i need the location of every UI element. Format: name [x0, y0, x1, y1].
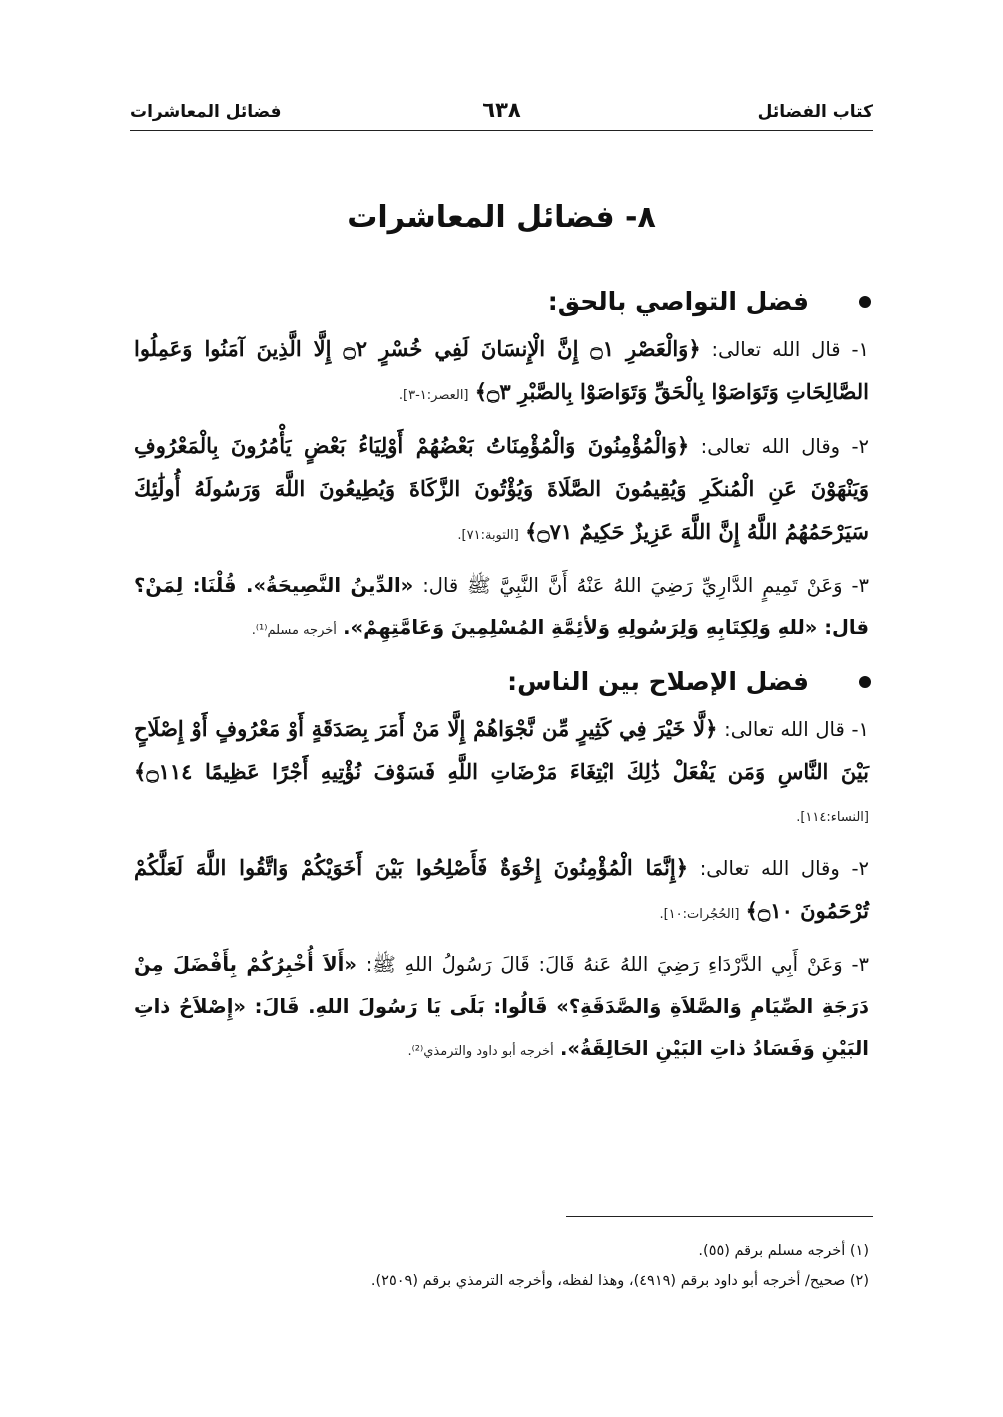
hadith-reference: أخرجه أبو داود والترمذي⁽²⁾. [407, 1044, 554, 1059]
section-reconciliation [134, 662, 869, 1073]
list-item [134, 944, 869, 1073]
verse-reference: [العصر:١-٣]. [398, 388, 469, 403]
item-intro: قال الله تعالى: [724, 718, 845, 741]
verse-reference: [النساء:١١٤]. [796, 810, 869, 825]
footnote-divider [566, 1216, 873, 1217]
item-number: ١- [851, 338, 870, 361]
book-title: كتاب الفضائل [757, 102, 873, 122]
bullet-icon [859, 676, 871, 688]
verse-reference: [التوبة:٧١]. [457, 528, 519, 543]
section-heading-text: فضل الإصلاح بين الناس: [507, 667, 809, 696]
item-number: ١- [851, 718, 870, 741]
section-heading [134, 282, 869, 322]
item-intro: وَعَنْ تَمِيمٍ الدَّارِيِّ رَضِيَ اللهُ عَنْهُ أَنَّ النَّبِيَّ ﷺ قال: [422, 574, 843, 597]
footnote: (١) أخرجه مسلم برقم (٥٥). [698, 1243, 869, 1259]
quran-verse: ﴿وَالْعَصْرِ ۝١ إِنَّ الْإِنسَانَ لَفِي خُسْرٍ ۝٢ إِلَّا الَّذِينَ آمَنُوا وَعَمِلُوا الصَّالِحَاتِ وَتَوَاصَوْا بِالْحَقِّ وَتَوَاصَوْا بِالصَّبْرِ ۝٣﴾ [134, 336, 869, 404]
hadith-text: «أَلاَ أُخْبِرُكُمْ بِأَفْضَلَ مِنْ دَرَجَةِ الصِّيَامِ وَالصَّلاَةِ وَالصَّدَقَةِ؟» قَالُوا: بَلَى يَا رَسُولَ اللهِ. قَالَ: «إِصْلاَحُ ذاتِ البَيْنِ وَفَسَادُ ذاتِ البَيْنِ الحَالِقَةُ». [134, 953, 869, 1060]
verse-reference: [الحُجُرات:١٠]. [659, 907, 740, 922]
item-number: ٣- [851, 574, 870, 597]
list-item [134, 708, 869, 839]
section-heading-text: فضل التواصي بالحق: [547, 287, 809, 316]
list-item [134, 565, 869, 652]
list-item [134, 328, 869, 417]
footnotes [134, 1236, 869, 1296]
item-intro: وقال الله تعالى: [699, 857, 840, 880]
page-number: ٦٣٨ [482, 98, 521, 122]
footnote: (٢) صحيح/ أخرجه أبو داود برقم (٤٩١٩)، وهذا لفظه، وأخرجه الترمذي برقم (٢٥٠٩). [370, 1273, 869, 1289]
chapter-title: ٨- فضائل المعاشرات [347, 200, 656, 235]
item-number: ٢- [851, 435, 869, 458]
quran-verse: ﴿إِنَّمَا الْمُؤْمِنُونَ إِخْوَةٌ فَأَصْلِحُوا بَيْنَ أَخَوَيْكُمْ وَاتَّقُوا اللَّهَ لَعَلَّكُمْ تُرْحَمُونَ ۝١٠﴾ [134, 855, 869, 923]
section-title: فضائل المعاشرات [130, 102, 282, 122]
section-truth-counsel [134, 282, 869, 652]
item-number: ٢- [851, 857, 870, 880]
hadith-text: «الدِّينُ النَّصِيحَةُ». قُلْنَا: لِمَنْ؟ قال: «للهِ وَلِكِتَابِهِ وَلِرَسُولِهِ وَلأئِمَّةِ المُسْلِمِينَ وَعَامَّتِهِمْ». [134, 574, 869, 639]
list-item [134, 847, 869, 936]
header-divider [130, 130, 873, 131]
item-intro: قال الله تعالى: [711, 338, 841, 361]
item-intro: وقال الله تعالى: [700, 435, 841, 458]
quran-verse: ﴿لَّا خَيْرَ فِي كَثِيرٍ مِّن نَّجْوَاهُمْ إِلَّا مَنْ أَمَرَ بِصَدَقَةٍ أَوْ مَعْرُوفٍ أَوْ إِصْلَاحٍ بَيْنَ النَّاسِ وَمَن يَفْعَلْ ذَٰلِكَ ابْتِغَاءَ مَرْضَاتِ اللَّهِ فَسَوْفَ نُؤْتِيهِ أَجْرًا عَظِيمًا ۝١١٤﴾ [134, 716, 869, 784]
bullet-icon [859, 296, 871, 308]
quran-verse: ﴿وَالْمُؤْمِنُونَ وَالْمُؤْمِنَاتُ بَعْضُهُمْ أَوْلِيَاءُ بَعْضٍ يَأْمُرُونَ بِالْمَعْرُوفِ وَيَنْهَوْنَ عَنِ الْمُنكَرِ وَيُقِيمُونَ الصَّلَاةَ وَيُؤْتُونَ الزَّكَاةَ وَيُطِيعُونَ اللَّهَ وَرَسُولَهُ أُولَٰئِكَ سَيَرْحَمُهُمُ اللَّهُ إِنَّ اللَّهَ عَزِيزٌ حَكِيمٌ ۝٧١﴾ [134, 433, 869, 544]
item-intro: وَعَنْ أَبِي الدَّرْدَاءِ رَضِيَ اللهُ عَنهُ قَالَ: قَالَ رَسُولُ اللهِ ﷺ: [365, 953, 843, 976]
section-heading [134, 662, 869, 702]
list-item [134, 425, 869, 557]
running-header [130, 98, 873, 128]
hadith-reference: أخرجه مسلم⁽¹⁾. [251, 623, 337, 638]
page-body [134, 282, 869, 1081]
item-number: ٣- [851, 953, 870, 976]
